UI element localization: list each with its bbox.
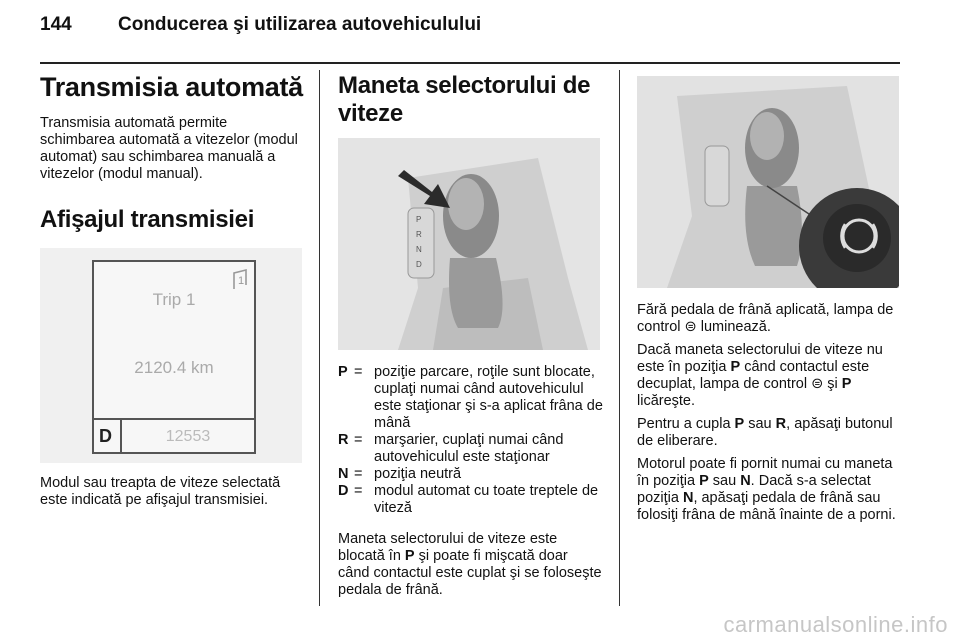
section-title: Conducerea şi utilizarea autovehiculului bbox=[118, 14, 482, 35]
odometer: 12553 bbox=[165, 428, 211, 445]
lever-and-lamp-illustration bbox=[637, 76, 899, 288]
display-caption: Modul sau treapta de viteze selectată este indicată pe afişajul transmisiei. bbox=[40, 475, 281, 508]
flag-icon bbox=[232, 268, 250, 290]
column-divider bbox=[319, 70, 320, 606]
trip-label: Trip 1 bbox=[152, 290, 196, 309]
svg-text:P: P bbox=[416, 215, 422, 224]
column-control-lamp bbox=[637, 72, 902, 530]
heading-transmission: Transmisia automată bbox=[40, 72, 303, 102]
lamp-paragraph-3: Pentru a cupla P sau R, apăsaţi butonul de eliberare. bbox=[637, 416, 893, 449]
lamp-paragraph-4: Motorul poate fi pornit numai cu maneta în poziţia P sau N. Dacă s-a selectat poziţia N, apăsaţi pedala de frână sau folosiţi frâna de mână înainte de a porni. bbox=[637, 456, 896, 523]
definition-row: R = marşarier, cuplaţi numai când autovehiculul este staţionar bbox=[338, 432, 564, 465]
svg-text:N: N bbox=[416, 245, 422, 254]
svg-text:R: R bbox=[416, 230, 422, 239]
control-lamp-photo bbox=[637, 76, 899, 288]
column-divider bbox=[619, 70, 620, 606]
position-definitions bbox=[338, 364, 603, 517]
header-rule bbox=[40, 62, 900, 64]
heading-display: Afişajul transmisiei bbox=[40, 206, 255, 233]
selector-lever-photo bbox=[338, 138, 600, 350]
page-number: 144 bbox=[40, 14, 72, 35]
svg-text:D: D bbox=[416, 260, 422, 269]
heading-selector-lever: Maneta selectorului de viteze bbox=[338, 72, 591, 127]
lamp-paragraph-1: Fără pedala de frână aplicată, lampa de control ⊜ luminează. bbox=[637, 302, 894, 335]
display-screen bbox=[92, 260, 256, 454]
definition-row: N = poziţia neutră bbox=[338, 466, 462, 482]
trip-value: 2120.4 km bbox=[134, 358, 214, 377]
lamp-paragraph-2: Dacă maneta selectorului de viteze nu este în poziţia P când contactul este decuplat, lampa de control ⊜ şi P licăreşte. bbox=[637, 342, 883, 409]
transmission-display-figure bbox=[40, 248, 302, 463]
gear-lever-illustration bbox=[338, 138, 600, 350]
watermark: carmanualsonline.info bbox=[723, 612, 948, 637]
definition-row: D = modul automat cu toate treptele de viteză bbox=[338, 483, 599, 516]
lever-lock-paragraph: Maneta selectorului de viteze este blocată în P şi poate fi mişcată doar când contactul este cuplat şi se foloseşte pedala de frână. bbox=[338, 531, 602, 598]
column-selector-lever bbox=[338, 72, 603, 599]
page-header bbox=[40, 14, 481, 36]
svg-text:1: 1 bbox=[238, 275, 245, 287]
column-transmission bbox=[40, 72, 305, 509]
definition-row: P = poziţie parcare, roţile sunt blocate, cuplaţi numai când autovehiculul este staţionar şi s-a aplicat frâna de mână bbox=[338, 364, 603, 431]
gear-indicator: D bbox=[99, 426, 112, 446]
intro-text: Transmisia automată permite schimbarea automată a vitezelor (modul automat) sau schimbarea manuală a vitezelor (modul manual). bbox=[40, 115, 298, 182]
